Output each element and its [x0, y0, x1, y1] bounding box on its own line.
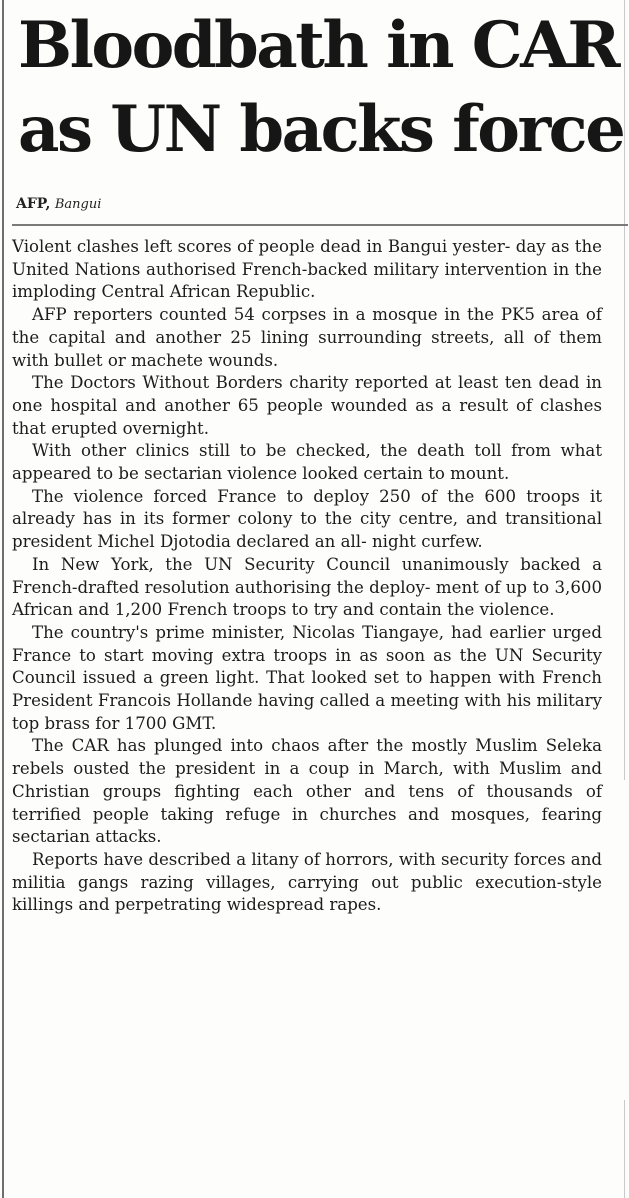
article-paragraph: In New York, the UN Security Council unanimously backed a French-drafted resolution authorising the deploy- ment of up to 3,600 African and 1,200 French troops to try and contain the violence. — [12, 554, 602, 620]
byline-divider — [12, 224, 628, 226]
headline-line-2: as UN backs force — [18, 92, 624, 167]
article-paragraph: Violent clashes left scores of people dead in Bangui yester- day as the United Nations authorised French-backed military intervention in the imploding Central African Republic. — [12, 237, 602, 302]
article-paragraph: AFP reporters counted 54 corpses in a mosque in the PK5 area of the capital and another 25 lining surrounding streets, all of them with bullet or machete wounds. — [12, 305, 602, 370]
article-body — [12, 236, 602, 917]
article-paragraph: The Doctors Without Borders charity reported at least ten dead in one hospital and another 65 people wounded as a result of clashes that erupted overnight. — [12, 373, 602, 438]
left-column-rule — [2, 0, 4, 1198]
headline-line-1: Bloodbath in CAR — [18, 8, 619, 83]
article-paragraph: With other clinics still to be checked, the death toll from what appeared to be sectarian violence looked certain to mount. — [12, 441, 602, 484]
byline-agency: AFP, — [16, 196, 51, 212]
right-column-rule — [624, 0, 625, 780]
headline — [18, 4, 624, 172]
right-column-rule-lower — [624, 1100, 625, 1198]
article-paragraph: The violence forced France to deploy 250 of the 600 troops it already has in its former colony to the city centre, and transitional president Michel Djotodia declared an all- night curfew. — [12, 486, 602, 552]
byline-dateline: Bangui — [54, 197, 102, 212]
byline — [16, 196, 101, 212]
article-paragraph: Reports have described a litany of horrors, with security forces and militia gangs razing villages, carrying out public execution-style killings and perpetrating widespread rapes. — [12, 849, 602, 915]
article-paragraph: The country's prime minister, Nicolas Tiangaye, had earlier urged France to start moving extra troops in as soon as the UN Security Council issued a green light. That looked set to happen with French President Francois Hollande having called a meeting with his military top brass for 1700 GMT. — [12, 622, 602, 733]
article-paragraph: The CAR has plunged into chaos after the mostly Muslim Seleka rebels ousted the president in a coup in March, with Muslim and Christian groups fighting each other and tens of thousands of terrified people taking refuge in churches and mosques, fearing sectarian attacks. — [12, 736, 602, 847]
